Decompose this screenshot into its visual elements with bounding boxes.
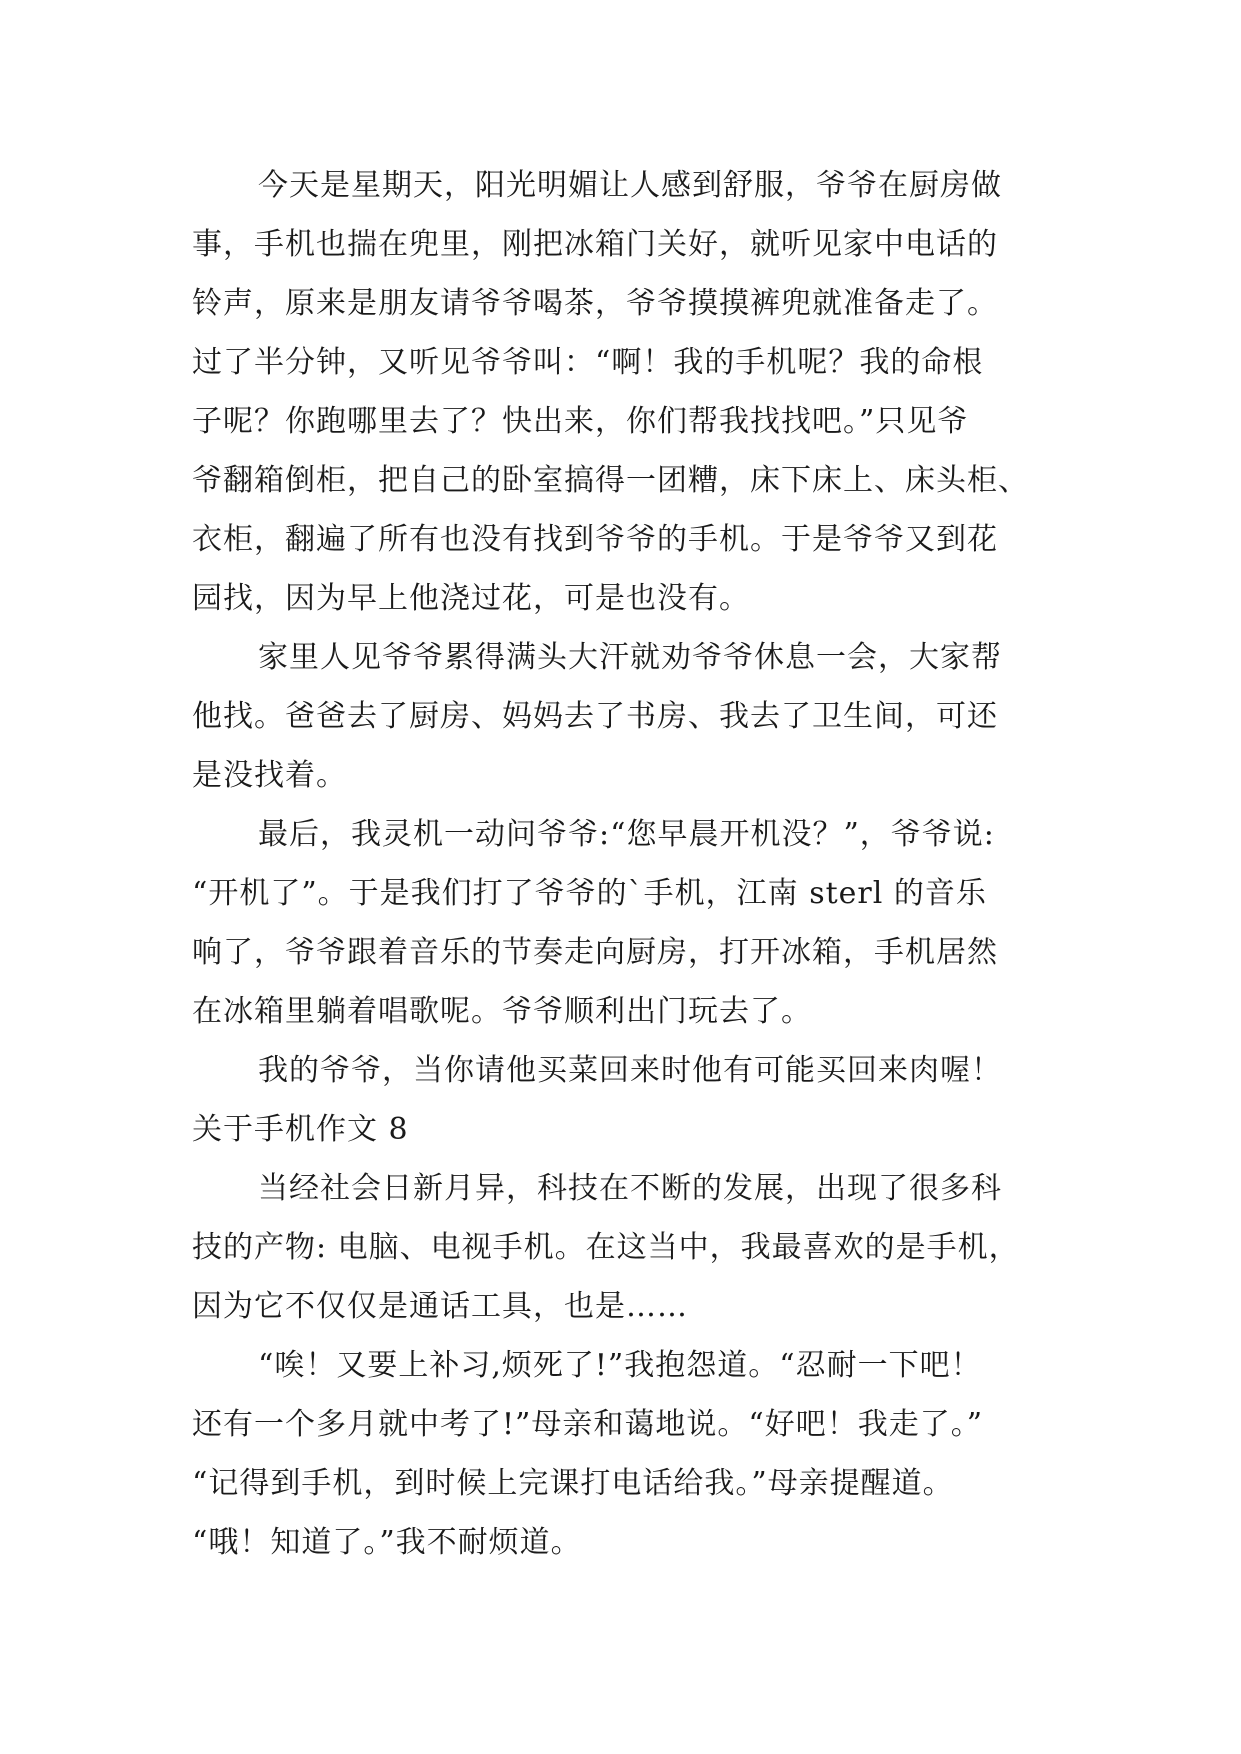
- text-line: “记得到手机，到时候上完课打电话给我。”母亲提醒道。: [192, 1466, 954, 1501]
- text-line: 响了，爷爷跟着音乐的节奏走向厨房，打开冰箱，手机居然: [192, 935, 998, 970]
- text-line: “开机了”。于是我们打了爷爷的`手机，江南 sterl 的音乐: [192, 876, 987, 911]
- text-line: 最后，我灵机一动问爷爷:“您早晨开机没？”，爷爷说:: [258, 817, 995, 852]
- text-line: 爷翻箱倒柜，把自己的卧室搞得一团糟，床下床上、床头柜、: [192, 463, 1029, 498]
- text-line: 铃声，原来是朋友请爷爷喝茶，爷爷摸摸裤兜就准备走了。: [192, 286, 998, 321]
- text-line: “哦！知道了。”我不耐烦道。: [192, 1525, 582, 1560]
- section-heading: 关于手机作文 8: [192, 1112, 409, 1147]
- document-body: [192, 156, 1072, 1572]
- text-line: 当经社会日新月异，科技在不断的发展，出现了很多科: [258, 1171, 1002, 1206]
- text-line: 因为它不仅仅是通话工具，也是……: [192, 1289, 688, 1324]
- text-line: 家里人见爷爷累得满头大汗就劝爷爷休息一会，大家帮: [258, 640, 1002, 675]
- text-line: “唉！又要上补习,烦死了!”我抱怨道。“忍耐一下吧！: [258, 1348, 982, 1383]
- text-line: 今天是星期天，阳光明媚让人感到舒服，爷爷在厨房做: [258, 168, 1002, 203]
- text-line: 技的产物: 电脑、电视手机。在这当中，我最喜欢的是手机，: [192, 1230, 1020, 1265]
- text-line: 子呢？你跑哪里去了？快出来，你们帮我找找吧。”只见爷: [192, 404, 969, 439]
- text-line: 在冰箱里躺着唱歌呢。爷爷顺利出门玩去了。: [192, 994, 812, 1029]
- text-line: 过了半分钟，又听见爷爷叫：“啊！我的手机呢？我的命根: [192, 345, 984, 380]
- text-line: 衣柜，翻遍了所有也没有找到爷爷的手机。于是爷爷又到花: [192, 522, 998, 557]
- text-line: 他找。爸爸去了厨房、妈妈去了书房、我去了卫生间，可还: [192, 699, 998, 734]
- text-line: 是没找着。: [192, 758, 347, 793]
- text-line: 园找，因为早上他浇过花，可是也没有。: [192, 581, 750, 616]
- text-line: 我的爷爷，当你请他买菜回来时他有可能买回来肉喔！: [258, 1053, 1002, 1088]
- text-line: 还有一个多月就中考了!”母亲和蔼地说。“好吧！我走了。”: [192, 1407, 984, 1442]
- text-line: 事，手机也揣在兜里，刚把冰箱门关好，就听见家中电话的: [192, 227, 998, 262]
